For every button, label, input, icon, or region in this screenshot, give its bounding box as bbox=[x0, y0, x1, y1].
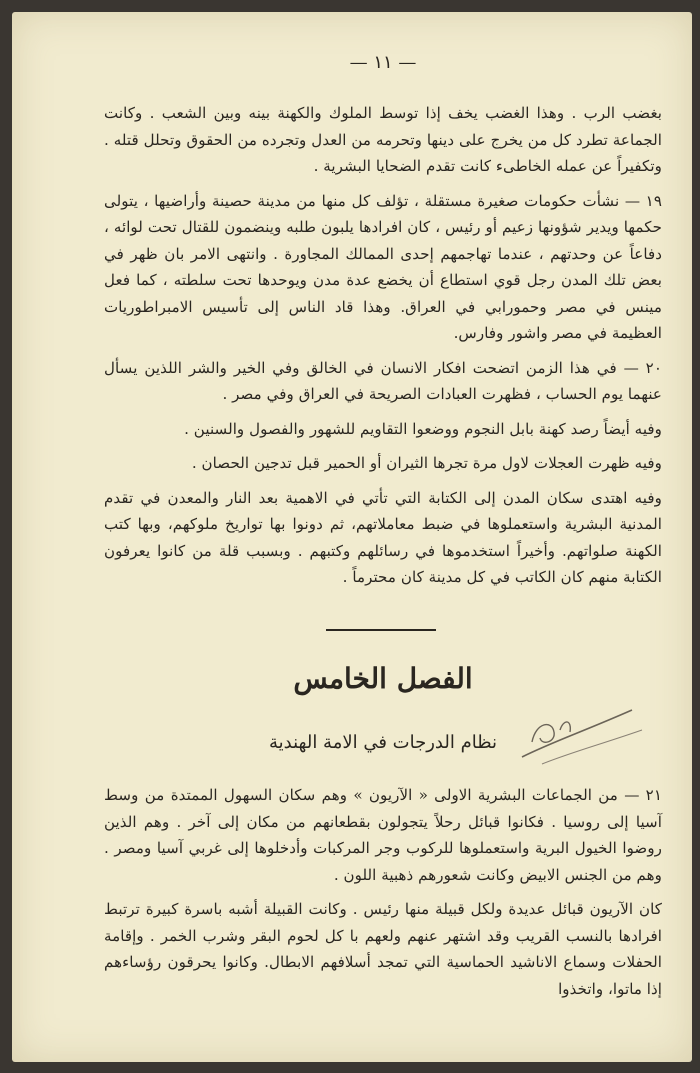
top-text-block bbox=[104, 100, 662, 591]
section-divider bbox=[326, 629, 436, 631]
paragraph: وفيه ظهرت العجلات لاول مرة تجرها الثيران أو الحمير قبل تدجين الحصان . bbox=[191, 454, 662, 472]
bottom-text-block bbox=[104, 782, 662, 1002]
page-number: — ١١ — bbox=[349, 52, 417, 73]
paragraph: وفيه اهتدى سكان المدن إلى الكتابة التي تأتي في الاهمية بعد النار والمعدن في تقدم المدنية البشرية واستعملوها في ضبط معاملاتهم، ثم دونوا بها تواريخ ملوكهم، وبها كتب الكهنة صلواتهم. وأخيراً استخدموها في رسائلهم وكتبهم . وبسبب قلة من كانوا يعرفون الكتابة منهم كان الكاتب في كل مدينة كان محترماً . bbox=[104, 488, 662, 586]
paragraph: ٢٠ — في هذا الزمن اتضحت افكار الانسان في الخالق وفي الخير والشر اللذين يسأل عنهما يوم الحساب ، فظهرت العبادات الصريحة في العراق وفي مصر . bbox=[104, 358, 662, 403]
page-content bbox=[104, 12, 662, 1062]
handwritten-signature-icon bbox=[512, 702, 652, 772]
chapter-subtitle: نظام الدرجات في الامة الهندية bbox=[269, 732, 497, 753]
paragraph: ٢١ — من الجماعات البشرية الاولى « الآريون » وهم سكان السهول الممتدة من وسط آسيا إلى روسيا . فكانوا قبائل رحلاً يتجولون بقطعانهم من مكان إلى آخر . وهم الذين روضوا الخيول البرية واستعملوها للركوب وجر المركبات وأدخلوها إلى غربي آسيا ومصر . وهم من الجنس الابيض وكانت شعورهم ذهبية اللون . bbox=[104, 786, 662, 884]
chapter-title: الفصل الخامس bbox=[293, 662, 473, 695]
book-page bbox=[12, 12, 692, 1062]
paragraph: وفيه أيضاً رصد كهنة بابل النجوم ووضعوا التقاويم للشهور والفصول والسنين . bbox=[184, 419, 662, 438]
paragraph: كان الآريون قبائل عديدة ولكل قبيلة منها رئيس . وكانت القبيلة أشبه باسرة كبيرة ترتبط افرادها بالنسب القريب وقد اشتهر عنهم ولعهم با كل لحوم البقر وشرب الخمر . وإقامة الحفلات وسماع الاناشيد الحماسية التي تمجد أسلافهم الابطال. وكانوا يحرقون رؤساءهم إذا ماتوا، واتخذوا bbox=[104, 900, 662, 998]
paragraph: ١٩ — نشأت حكومات صغيرة مستقلة ، تؤلف كل منها من مدينة حصينة وأراضيها ، يتولى حكمها ويدير شؤونها زعيم أو رئيس ، كان افرادها يلبون طلبه وينضمون للقتال تحت لوائه ، دفاعاً عن وحدتهم ، عندما تهاجمهم إحدى الممالك المجاورة . وانتهى الامر بان ظهر في بعض تلك المدن رجل قوي استطاع أن يخضع عدة مدن ويوحدها تحت سلطته ، كما فعل مينس في مصر وحمورابي في العراق. وهذا قاد الناس إلى تأسيس الامبراطوريات العظيمة في مصر واشور وفارس. bbox=[104, 191, 662, 342]
paragraph: بغضب الرب . وهذا الغضب يخف إذا توسط الملوك والكهنة بينه وبين الشعب . وكانت الجماعة تطرد كل من يخرج على دينها وتحرمه من العدل وتجرده من الحقوق وتحلل قتله . وتكفيراً عن عمله الخاطىء كانت تقدم الضحايا البشرية . bbox=[104, 104, 662, 175]
